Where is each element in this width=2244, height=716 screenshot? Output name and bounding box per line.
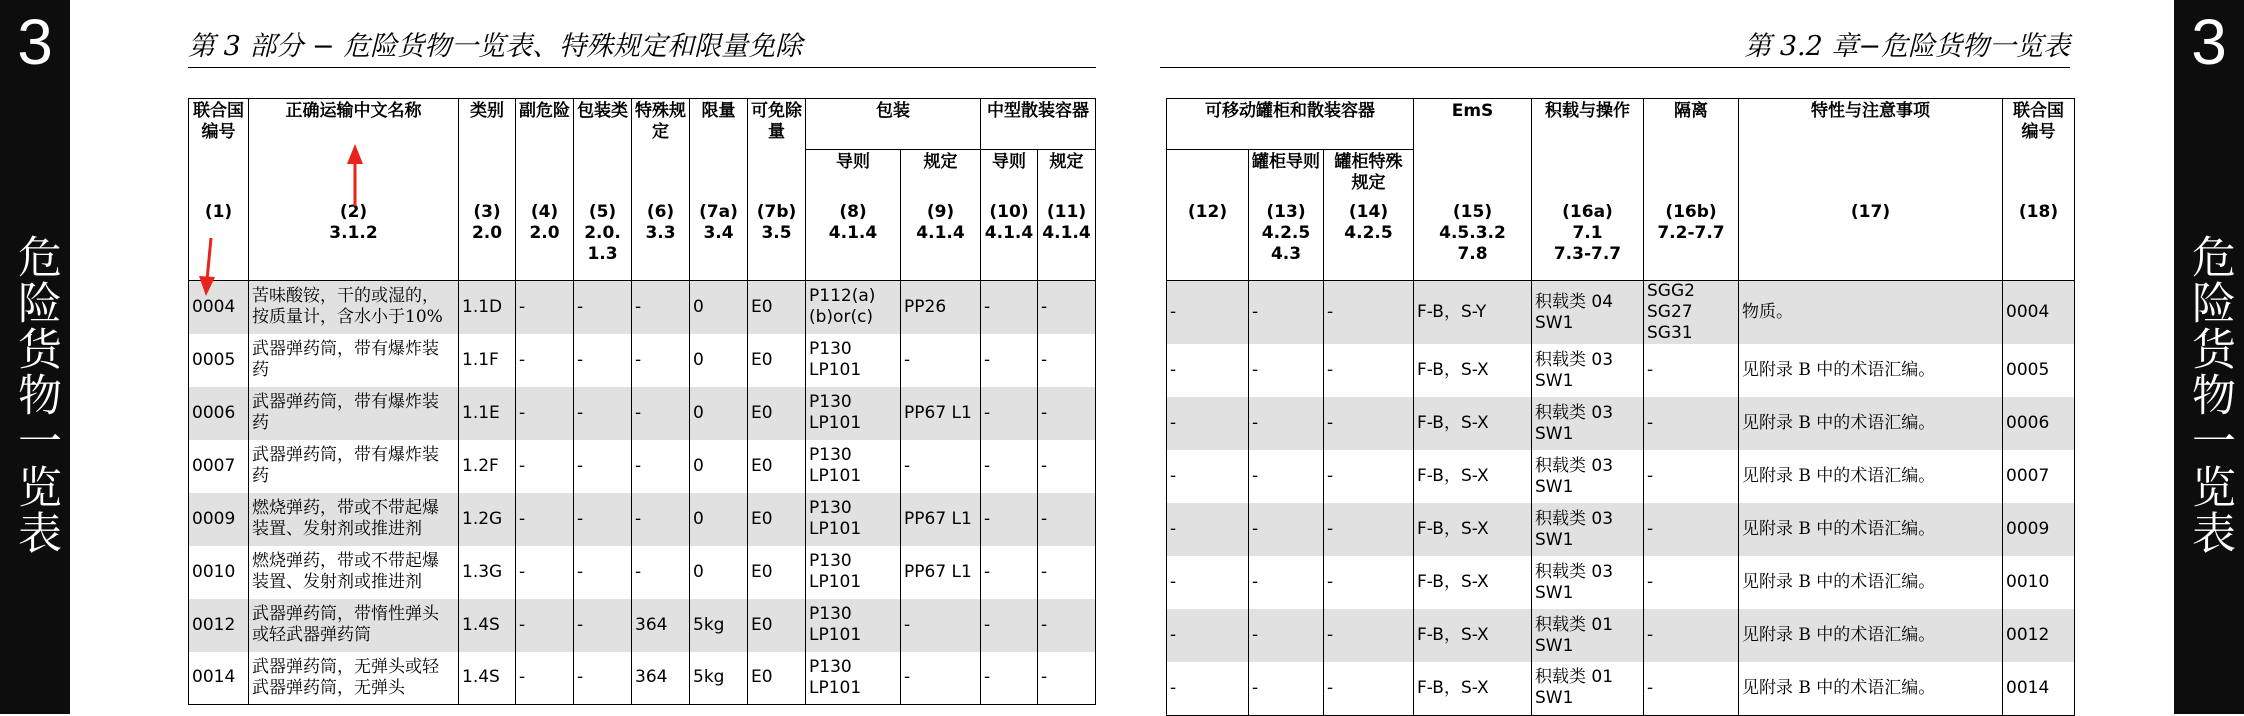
cell-packing-provisions: - (901, 599, 981, 652)
cell-packing-provisions: PP67 L1 (901, 387, 981, 440)
header-special-provisions: 特殊规定 (632, 99, 690, 201)
cell-segregation: - (1644, 609, 1739, 662)
cell-segregation: - (1644, 556, 1739, 609)
cell-ibc-instructions: - (981, 652, 1038, 705)
cell-un-number: 0005 (189, 334, 249, 387)
cell-stowage: 积载类 01 SW1 (1532, 662, 1644, 715)
colnum-9: (9) 4.1.4 (901, 200, 981, 281)
cell-ibc-instructions: - (981, 493, 1038, 546)
cell-tank-instructions: - (1249, 503, 1324, 556)
cell-ibc-provisions: - (1038, 599, 1096, 652)
header-excepted-quantity: 可免除量 (748, 99, 806, 201)
cell-excepted-quantity: E0 (748, 652, 806, 705)
header-limited-quantity: 限量 (690, 99, 748, 201)
header-portable-tanks: 可移动罐柜和散装容器 (1167, 99, 1414, 150)
cell-shipping-name: 苦味酸铵，干的或湿的，按质量计，含水小于10% (249, 281, 459, 334)
cell-ems: F-B，S-X (1414, 609, 1532, 662)
table-row (1167, 503, 2075, 556)
cell-excepted-quantity: E0 (748, 493, 806, 546)
table-row (1167, 556, 2075, 609)
cell-un-number: 0010 (189, 546, 249, 599)
cell-packing-instructions: P130 LP101 (806, 493, 901, 546)
header-stowage: 积载与操作 (1532, 99, 1644, 201)
cell-un-number: 0007 (189, 440, 249, 493)
cell-excepted-quantity: E0 (748, 546, 806, 599)
cell-tank-special: - (1324, 281, 1414, 345)
cell-properties: 物质。 (1739, 281, 2003, 345)
cell-packing-group: - (574, 652, 632, 705)
cell-subsidiary-risk: - (516, 652, 574, 705)
cell-packing-group: - (574, 387, 632, 440)
cell-ems: F-B，S-X (1414, 344, 1532, 397)
cell-excepted-quantity: E0 (748, 281, 806, 334)
cell-segregation: - (1644, 503, 1739, 556)
cell-limited-quantity: 0 (690, 546, 748, 599)
cell-special-provisions: - (632, 281, 690, 334)
cell-limited-quantity: 0 (690, 493, 748, 546)
cell-un-number: 0007 (2003, 450, 2075, 503)
colnum-1: (1) (189, 200, 249, 281)
cell-segregation: - (1644, 662, 1739, 715)
table-row (189, 334, 1096, 387)
colnum-10: (10) 4.1.4 (981, 200, 1038, 281)
cell-ems: F-B，S-X (1414, 503, 1532, 556)
cell-stowage: 积载类 04 SW1 (1532, 281, 1644, 345)
cell-ems: F-B，S-X (1414, 662, 1532, 715)
cell-un-number: 0014 (189, 652, 249, 705)
dangerous-goods-table-right (1166, 98, 2075, 716)
cell-un-number: 0004 (189, 281, 249, 334)
cell-ibc-provisions: - (1038, 546, 1096, 599)
cell-ibc-instructions: - (981, 440, 1038, 493)
cell-properties: 见附录 B 中的术语汇编。 (1739, 503, 2003, 556)
cell-stowage: 积载类 03 SW1 (1532, 450, 1644, 503)
table-row (189, 387, 1096, 440)
cell-tank-instructions: - (1249, 450, 1324, 503)
cell-ibc-provisions: - (1038, 281, 1096, 334)
cell-subsidiary-risk: - (516, 599, 574, 652)
colnum-8: (8) 4.1.4 (806, 200, 901, 281)
cell-ems: F-B，S-X (1414, 450, 1532, 503)
colnum-2: (2) 3.1.2 (249, 200, 459, 281)
cell-special-provisions: - (632, 440, 690, 493)
cell-class: 1.2G (459, 493, 516, 546)
chapter-number-left: 3 (17, 6, 53, 78)
cell-properties: 见附录 B 中的术语汇编。 (1739, 662, 2003, 715)
cell-packing-group: - (574, 281, 632, 334)
cell-packing-provisions: PP26 (901, 281, 981, 334)
colnum-3: (3) 2.0 (459, 200, 516, 281)
cell-special-provisions: 364 (632, 652, 690, 705)
cell-packing-instructions: P130 LP101 (806, 334, 901, 387)
cell-excepted-quantity: E0 (748, 387, 806, 440)
colnum-14: (14) 4.2.5 (1324, 200, 1414, 281)
cell-stowage: 积载类 03 SW1 (1532, 397, 1644, 450)
cell-packing-instructions: P112(a) (b)or(c) (806, 281, 901, 334)
cell-subsidiary-risk: - (516, 493, 574, 546)
cell-stowage: 积载类 03 SW1 (1532, 344, 1644, 397)
table-row (1167, 609, 2075, 662)
header-ems: EmS (1414, 99, 1532, 201)
cell-class: 1.3G (459, 546, 516, 599)
cell-properties: 见附录 B 中的术语汇编。 (1739, 344, 2003, 397)
header-proper-shipping-name: 正确运输中文名称 (249, 99, 459, 201)
table-row (1167, 281, 2075, 345)
cell-ibc-instructions: - (981, 334, 1038, 387)
colnum-7b: (7b) 3.5 (748, 200, 806, 281)
cell-subsidiary-risk: - (516, 334, 574, 387)
cell-tank-instructions: - (1249, 281, 1324, 345)
table-row (189, 281, 1096, 334)
cell-stowage: 积载类 01 SW1 (1532, 609, 1644, 662)
cell-class: 1.4S (459, 652, 516, 705)
cell-segregation: - (1644, 344, 1739, 397)
table-row (189, 440, 1096, 493)
cell-packing-group: - (574, 493, 632, 546)
cell-packing-instructions: P130 LP101 (806, 599, 901, 652)
cell-ems: F-B，S-X (1414, 397, 1532, 450)
cell-class: 1.1F (459, 334, 516, 387)
cell-properties: 见附录 B 中的术语汇编。 (1739, 397, 2003, 450)
cell-stowage: 积载类 03 SW1 (1532, 556, 1644, 609)
chapter-tab-right (2174, 0, 2244, 714)
header-packing-provisions: 规定 (901, 150, 981, 201)
header-ibc-instructions: 导则 (981, 150, 1038, 201)
cell-properties: 见附录 B 中的术语汇编。 (1739, 556, 2003, 609)
header-ibc-provisions: 规定 (1038, 150, 1096, 201)
header-tank-blank (1167, 150, 1249, 201)
cell-packing-provisions: PP67 L1 (901, 493, 981, 546)
table-row (1167, 662, 2075, 715)
header-un-number-right: 联合国编号 (2003, 99, 2075, 201)
cell-ibc-instructions: - (981, 281, 1038, 334)
cell-subsidiary-risk: - (516, 546, 574, 599)
cell-special-provisions: - (632, 387, 690, 440)
cell-excepted-quantity: E0 (748, 599, 806, 652)
cell-packing-group: - (574, 599, 632, 652)
cell-un-number: 0006 (189, 387, 249, 440)
cell-ems: F-B，S-X (1414, 556, 1532, 609)
chapter-tab-left (0, 0, 70, 714)
cell-subsidiary-risk: - (516, 281, 574, 334)
colnum-6: (6) 3.3 (632, 200, 690, 281)
cell-portable-tank: - (1167, 450, 1249, 503)
cell-un-number: 0010 (2003, 556, 2075, 609)
colnum-4: (4) 2.0 (516, 200, 574, 281)
cell-tank-instructions: - (1249, 662, 1324, 715)
table-row (189, 652, 1096, 705)
cell-un-number: 0012 (189, 599, 249, 652)
dangerous-goods-table-left (188, 98, 1096, 705)
header-packing: 包装 (806, 99, 981, 150)
cell-ibc-instructions: - (981, 599, 1038, 652)
header-subsidiary-risk: 副危险 (516, 99, 574, 201)
cell-un-number: 0009 (2003, 503, 2075, 556)
page-header-right: 第 3.2 章−危险货物一览表 (1160, 24, 2070, 68)
cell-portable-tank: - (1167, 344, 1249, 397)
cell-tank-special: - (1324, 503, 1414, 556)
cell-excepted-quantity: E0 (748, 440, 806, 493)
cell-tank-special: - (1324, 344, 1414, 397)
cell-un-number: 0006 (2003, 397, 2075, 450)
cell-tank-special: - (1324, 450, 1414, 503)
cell-packing-provisions: - (901, 652, 981, 705)
cell-tank-special: - (1324, 609, 1414, 662)
cell-portable-tank: - (1167, 556, 1249, 609)
colnum-13: (13) 4.2.5 4.3 (1249, 200, 1324, 281)
colnum-12: (12) (1167, 200, 1249, 281)
cell-shipping-name: 武器弹药筒，带有爆炸装药 (249, 440, 459, 493)
cell-properties: 见附录 B 中的术语汇编。 (1739, 609, 2003, 662)
cell-class: 1.1D (459, 281, 516, 334)
cell-tank-special: - (1324, 662, 1414, 715)
cell-packing-instructions: P130 LP101 (806, 387, 901, 440)
cell-special-provisions: - (632, 493, 690, 546)
cell-packing-group: - (574, 440, 632, 493)
cell-packing-provisions: - (901, 440, 981, 493)
header-tank-special: 罐柜特殊规定 (1324, 150, 1414, 201)
cell-shipping-name: 燃烧弹药，带或不带起爆装置、发射剂或推进剂 (249, 493, 459, 546)
cell-tank-special: - (1324, 397, 1414, 450)
header-properties: 特性与注意事项 (1739, 99, 2003, 201)
colnum-17: (17) (1739, 200, 2003, 281)
cell-class: 1.2F (459, 440, 516, 493)
cell-subsidiary-risk: - (516, 387, 574, 440)
cell-class: 1.1E (459, 387, 516, 440)
table-row (189, 599, 1096, 652)
cell-un-number: 0004 (2003, 281, 2075, 345)
cell-shipping-name: 武器弹药筒，带惰性弹头或轻武器弹药筒 (249, 599, 459, 652)
colnum-16a: (16a) 7.1 7.3-7.7 (1532, 200, 1644, 281)
header-tank-instructions: 罐柜导则 (1249, 150, 1324, 201)
cell-ibc-provisions: - (1038, 334, 1096, 387)
header-class: 类别 (459, 99, 516, 201)
cell-class: 1.4S (459, 599, 516, 652)
cell-segregation: SGG2 SG27 SG31 (1644, 281, 1739, 345)
table-row (189, 493, 1096, 546)
cell-special-provisions: - (632, 546, 690, 599)
cell-packing-group: - (574, 546, 632, 599)
colnum-7a: (7a) 3.4 (690, 200, 748, 281)
cell-ibc-provisions: - (1038, 387, 1096, 440)
page-header-left: 第 3 部分 − 危险货物一览表、特殊规定和限量免除 (188, 24, 1096, 68)
cell-segregation: - (1644, 450, 1739, 503)
cell-limited-quantity: 0 (690, 281, 748, 334)
cell-tank-instructions: - (1249, 344, 1324, 397)
chapter-number-right: 3 (2191, 6, 2227, 78)
cell-packing-provisions: - (901, 334, 981, 387)
cell-tank-instructions: - (1249, 609, 1324, 662)
header-packing-instructions: 导则 (806, 150, 901, 201)
colnum-5: (5) 2.0.1.3 (574, 200, 632, 281)
cell-ems: F-B，S-Y (1414, 281, 1532, 345)
cell-ibc-instructions: - (981, 387, 1038, 440)
cell-shipping-name: 武器弹药筒，带有爆炸装药 (249, 387, 459, 440)
table-row (1167, 344, 2075, 397)
cell-properties: 见附录 B 中的术语汇编。 (1739, 450, 2003, 503)
cell-special-provisions: - (632, 334, 690, 387)
colnum-15: (15) 4.5.3.2 7.8 (1414, 200, 1532, 281)
cell-un-number: 0009 (189, 493, 249, 546)
cell-portable-tank: - (1167, 662, 1249, 715)
table-row (1167, 397, 2075, 450)
cell-packing-instructions: P130 LP101 (806, 546, 901, 599)
cell-packing-group: - (574, 334, 632, 387)
header-segregation: 隔离 (1644, 99, 1739, 201)
cell-ibc-provisions: - (1038, 440, 1096, 493)
cell-tank-special: - (1324, 556, 1414, 609)
cell-packing-provisions: PP67 L1 (901, 546, 981, 599)
table-row (1167, 450, 2075, 503)
cell-tank-instructions: - (1249, 397, 1324, 450)
cell-un-number: 0005 (2003, 344, 2075, 397)
cell-un-number: 0014 (2003, 662, 2075, 715)
cell-subsidiary-risk: - (516, 440, 574, 493)
cell-shipping-name: 武器弹药筒，带有爆炸装药 (249, 334, 459, 387)
cell-limited-quantity: 0 (690, 440, 748, 493)
cell-limited-quantity: 5kg (690, 599, 748, 652)
cell-segregation: - (1644, 397, 1739, 450)
cell-portable-tank: - (1167, 397, 1249, 450)
cell-limited-quantity: 0 (690, 334, 748, 387)
cell-shipping-name: 燃烧弹药，带或不带起爆装置、发射剂或推进剂 (249, 546, 459, 599)
cell-portable-tank: - (1167, 503, 1249, 556)
cell-limited-quantity: 0 (690, 387, 748, 440)
colnum-11: (11) 4.1.4 (1038, 200, 1096, 281)
colnum-16b: (16b) 7.2-7.7 (1644, 200, 1739, 281)
table-row (189, 546, 1096, 599)
cell-stowage: 积载类 03 SW1 (1532, 503, 1644, 556)
cell-special-provisions: 364 (632, 599, 690, 652)
cell-ibc-provisions: - (1038, 652, 1096, 705)
cell-un-number: 0012 (2003, 609, 2075, 662)
header-packing-group: 包装类 (574, 99, 632, 201)
cell-packing-instructions: P130 LP101 (806, 440, 901, 493)
cell-shipping-name: 武器弹药筒，无弹头或轻武器弹药筒，无弹头 (249, 652, 459, 705)
chapter-title-right: 危险货物一览表 (2184, 234, 2235, 556)
colnum-18: (18) (2003, 200, 2075, 281)
header-un-number: 联合国编号 (189, 99, 249, 201)
cell-packing-instructions: P130 LP101 (806, 652, 901, 705)
cell-portable-tank: - (1167, 609, 1249, 662)
cell-ibc-provisions: - (1038, 493, 1096, 546)
chapter-title-left: 危险货物一览表 (10, 234, 61, 556)
cell-excepted-quantity: E0 (748, 334, 806, 387)
cell-tank-instructions: - (1249, 556, 1324, 609)
cell-ibc-instructions: - (981, 546, 1038, 599)
header-ibc: 中型散装容器 (981, 99, 1096, 150)
cell-portable-tank: - (1167, 281, 1249, 345)
cell-limited-quantity: 5kg (690, 652, 748, 705)
